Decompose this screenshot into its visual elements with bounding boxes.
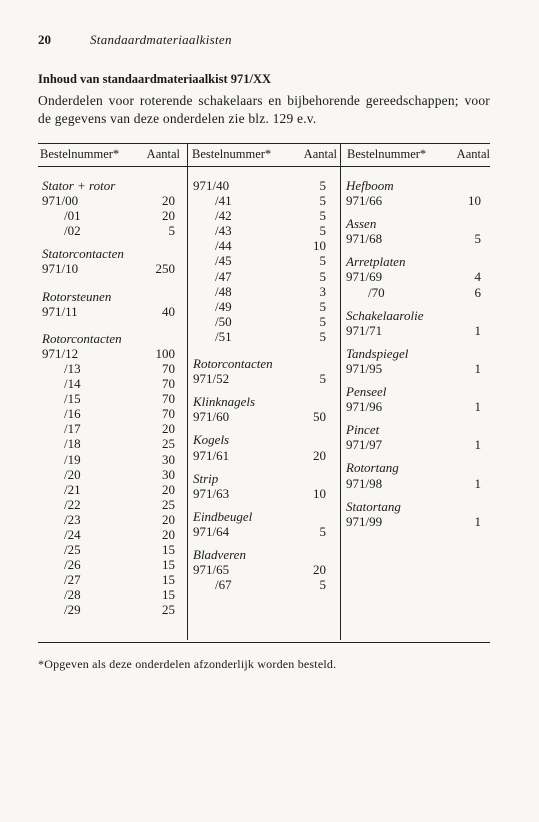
category-row	[193, 547, 326, 562]
section-title: Inhoud van standaardmateriaalkist 971/XX	[38, 72, 272, 86]
aantal-cell: 5	[319, 577, 326, 593]
category-label: Pincet	[346, 422, 380, 438]
table-row	[42, 557, 175, 572]
bestelnummer-cell: 971/52	[193, 371, 230, 387]
category-label: Rotortang	[346, 460, 399, 476]
table-row	[42, 208, 175, 223]
bestelnummer-cell: 971/40	[193, 178, 230, 193]
aantal-cell: 25	[162, 602, 175, 618]
table-row	[42, 376, 175, 391]
table-header-rule	[38, 166, 490, 167]
category-row	[193, 471, 326, 486]
table-row	[42, 261, 175, 276]
row-spacer	[346, 300, 481, 308]
bestelnummer-cell: 971/11	[42, 303, 78, 319]
table-row	[193, 524, 326, 539]
bestelnummer-cell: /14	[64, 376, 81, 392]
bestelnummer-cell: /19	[64, 451, 81, 467]
aantal-cell: 5	[319, 178, 326, 193]
table-row	[193, 238, 326, 253]
table-row	[346, 514, 481, 529]
category-label: Klinknagels	[193, 394, 256, 410]
column-divider-2	[340, 143, 341, 640]
bestelnummer-cell: 971/66	[346, 193, 383, 209]
row-spacer	[42, 277, 175, 289]
aantal-cell: 25	[162, 496, 175, 512]
aantal-cell: 5	[474, 231, 481, 247]
bestelnummer-cell: /67	[215, 577, 232, 593]
column-header-3	[347, 147, 490, 163]
row-spacer	[346, 338, 481, 346]
aantal-cell: 10	[313, 485, 326, 501]
bestelnummer-cell: 971/97	[346, 437, 383, 453]
footnote: *Opgeven als deze onderdelen afzonderlijk worden besteld.	[38, 657, 337, 671]
bestelnummer-cell: /24	[64, 526, 81, 542]
aantal-cell: 20	[162, 511, 175, 527]
category-row	[193, 432, 326, 447]
bestelnummer-cell: 971/98	[346, 475, 383, 491]
aantal-cell: 100	[155, 345, 175, 361]
bestelnummer-cell: /18	[64, 436, 81, 452]
table-row	[42, 391, 175, 406]
table-row	[193, 577, 326, 592]
table-row	[42, 223, 175, 238]
aantal-cell: 15	[162, 587, 175, 603]
category-row	[42, 289, 175, 304]
category-label: Rotorsteunen	[42, 288, 112, 304]
category-row	[346, 178, 481, 193]
column-header-1	[40, 147, 180, 163]
category-label: Stator + rotor	[42, 178, 116, 193]
table-row	[42, 406, 175, 421]
bestelnummer-cell: /29	[64, 602, 81, 618]
aantal-cell: 5	[319, 371, 326, 387]
column-header-aantal: Aantal	[456, 147, 490, 161]
aantal-cell: 25	[162, 436, 175, 452]
table-row	[346, 476, 481, 491]
aantal-cell: 10	[468, 193, 481, 209]
bestelnummer-cell: /01	[64, 208, 81, 224]
aantal-cell: 20	[162, 193, 175, 209]
table-row	[346, 193, 481, 208]
row-spacer	[346, 246, 481, 254]
table-top-rule	[38, 143, 490, 144]
aantal-cell: 20	[313, 447, 326, 463]
bestelnummer-cell: /51	[215, 328, 232, 344]
bestelnummer-cell: 971/64	[193, 523, 230, 539]
table-row	[346, 323, 481, 338]
aantal-cell: 5	[319, 208, 326, 224]
table-row	[193, 269, 326, 284]
category-label: Strip	[193, 470, 219, 486]
row-spacer	[193, 424, 326, 432]
aantal-cell: 70	[162, 406, 175, 422]
category-label: Assen	[346, 216, 377, 232]
aantal-cell: 5	[319, 313, 326, 329]
bestelnummer-cell: /28	[64, 587, 81, 603]
table-row	[193, 486, 326, 501]
table-row	[42, 512, 175, 527]
table-row	[193, 223, 326, 238]
aantal-cell: 70	[162, 391, 175, 407]
running-title: Standaardmateriaalkisten	[90, 32, 232, 47]
aantal-cell: 1	[474, 360, 481, 376]
aantal-cell: 250	[155, 261, 175, 277]
aantal-cell: 1	[474, 513, 481, 529]
row-spacer	[42, 319, 175, 331]
table-row	[42, 572, 175, 587]
intro-paragraph: Onderdelen voor roterende schakelaars en bijbehorende gereedschappen; voor de gegevens van deze onderdelen zie blz. 129 e.v.	[38, 93, 490, 126]
row-spacer	[346, 376, 481, 384]
column-header-bestelnummer: Bestelnummer*	[40, 147, 120, 161]
category-row	[346, 499, 481, 514]
bestelnummer-cell: /43	[215, 223, 232, 239]
table-row	[42, 482, 175, 497]
bestelnummer-cell: 971/00	[42, 193, 79, 209]
category-label: Hefboom	[346, 178, 394, 193]
aantal-cell: 5	[319, 523, 326, 539]
bestelnummer-cell: /21	[64, 481, 81, 497]
category-row	[42, 331, 175, 346]
aantal-cell: 4	[474, 269, 481, 285]
category-label: Penseel	[346, 384, 387, 400]
aantal-cell: 5	[168, 223, 175, 239]
table-row	[193, 562, 326, 577]
row-spacer	[42, 238, 175, 246]
category-row	[42, 178, 175, 193]
bestelnummer-cell: /13	[64, 360, 81, 376]
aantal-cell: 70	[162, 376, 175, 392]
bestelnummer-cell: 971/69	[346, 269, 383, 285]
table-row	[346, 231, 481, 246]
bestelnummer-cell: 971/68	[346, 231, 383, 247]
bestelnummer-cell: 971/63	[193, 485, 230, 501]
bestelnummer-cell: /48	[215, 283, 232, 299]
category-row	[346, 422, 481, 437]
table-row	[193, 371, 326, 386]
column-header-2	[192, 147, 337, 163]
bestelnummer-cell: 971/65	[193, 562, 230, 578]
aantal-cell: 30	[162, 466, 175, 482]
category-label: Tandspiegel	[346, 345, 409, 361]
bestelnummer-cell: /25	[64, 542, 81, 558]
page-number: 20	[38, 32, 51, 47]
aantal-cell: 30	[162, 451, 175, 467]
category-row	[346, 346, 481, 361]
category-row	[346, 384, 481, 399]
category-label: Rotorcontacten	[193, 356, 273, 372]
table-row	[346, 437, 481, 452]
aantal-cell: 5	[319, 223, 326, 239]
table-row	[42, 421, 175, 436]
row-spacer	[193, 344, 326, 356]
category-row	[193, 394, 326, 409]
bestelnummer-cell: /27	[64, 572, 81, 588]
aantal-cell: 40	[162, 303, 175, 319]
bestelnummer-cell: 971/60	[193, 409, 230, 425]
bestelnummer-cell: /15	[64, 391, 81, 407]
aantal-cell: 5	[319, 298, 326, 314]
table-row	[346, 399, 481, 414]
aantal-cell: 10	[313, 238, 326, 254]
column-header-bestelnummer: Bestelnummer*	[192, 147, 272, 161]
bestelnummer-cell: /42	[215, 208, 232, 224]
bestelnummer-cell: 971/10	[42, 261, 79, 277]
page-header	[38, 32, 498, 50]
bestelnummer-cell: /17	[64, 421, 81, 437]
table-row	[346, 361, 481, 376]
table-row	[193, 299, 326, 314]
category-label: Statortang	[346, 498, 401, 514]
category-row	[346, 254, 481, 269]
category-row	[346, 216, 481, 231]
aantal-cell: 5	[319, 328, 326, 344]
table-row	[42, 346, 175, 361]
table-row	[42, 497, 175, 512]
table-row	[346, 269, 481, 284]
category-row	[346, 308, 481, 323]
bestelnummer-cell: /47	[215, 268, 232, 284]
aantal-cell: 1	[474, 437, 481, 453]
table-row	[42, 436, 175, 451]
column-header-aantal: Aantal	[303, 147, 337, 161]
bestelnummer-cell: /23	[64, 511, 81, 527]
aantal-cell: 5	[319, 268, 326, 284]
row-spacer	[193, 539, 326, 547]
table-row	[193, 284, 326, 299]
table-row	[346, 285, 481, 300]
table-column-3	[346, 178, 481, 529]
row-spacer	[346, 491, 481, 499]
aantal-cell: 3	[319, 283, 326, 299]
table-row	[42, 542, 175, 557]
table-row	[42, 193, 175, 208]
row-spacer	[193, 463, 326, 471]
category-row	[193, 356, 326, 371]
bestelnummer-cell: 971/12	[42, 345, 79, 361]
table-row	[42, 467, 175, 482]
aantal-cell: 5	[319, 253, 326, 269]
aantal-cell: 1	[474, 399, 481, 415]
category-row	[346, 460, 481, 475]
footnote-rule	[38, 642, 490, 643]
bestelnummer-cell: /50	[215, 313, 232, 329]
aantal-cell: 20	[313, 562, 326, 578]
bestelnummer-cell: 971/71	[346, 322, 383, 338]
category-label: Eindbeugel	[193, 508, 253, 524]
table-row	[193, 329, 326, 344]
table-row	[42, 452, 175, 467]
aantal-cell: 1	[474, 475, 481, 491]
table-row	[42, 304, 175, 319]
table-row	[193, 178, 326, 193]
category-label: Bladveren	[193, 546, 246, 562]
bestelnummer-cell: 971/99	[346, 513, 383, 529]
table-row	[193, 193, 326, 208]
aantal-cell: 6	[474, 284, 481, 300]
bestelnummer-cell: /02	[64, 223, 81, 239]
bestelnummer-cell: /45	[215, 253, 232, 269]
category-label: Arretplaten	[346, 254, 406, 270]
aantal-cell: 15	[162, 572, 175, 588]
aantal-cell: 15	[162, 557, 175, 573]
table-row	[193, 409, 326, 424]
aantal-cell: 20	[162, 421, 175, 437]
aantal-cell: 20	[162, 481, 175, 497]
bestelnummer-cell: /22	[64, 496, 81, 512]
category-label: Statorcontacten	[42, 246, 124, 262]
table-row	[193, 208, 326, 223]
table-row	[42, 361, 175, 376]
bestelnummer-cell: /70	[368, 284, 385, 300]
bestelnummer-cell: 971/96	[346, 399, 383, 415]
row-spacer	[193, 501, 326, 509]
aantal-cell: 70	[162, 360, 175, 376]
table-column-2	[193, 178, 326, 592]
row-spacer	[346, 452, 481, 460]
aantal-cell: 20	[162, 208, 175, 224]
bestelnummer-cell: /41	[215, 193, 232, 209]
bestelnummer-cell: 971/95	[346, 360, 383, 376]
table-row	[42, 602, 175, 617]
aantal-cell: 5	[319, 193, 326, 209]
category-label: Schakelaarolie	[346, 307, 424, 323]
table-column-1	[42, 178, 175, 618]
column-header-bestelnummer: Bestelnummer*	[347, 147, 427, 161]
row-spacer	[346, 208, 481, 216]
aantal-cell: 1	[474, 322, 481, 338]
bestelnummer-cell: /26	[64, 557, 81, 573]
bestelnummer-cell: /20	[64, 466, 81, 482]
table-row	[42, 587, 175, 602]
table-row	[42, 527, 175, 542]
bestelnummer-cell: /16	[64, 406, 81, 422]
table-row	[193, 448, 326, 463]
aantal-cell: 20	[162, 526, 175, 542]
bestelnummer-cell: 971/61	[193, 447, 230, 463]
aantal-cell: 15	[162, 542, 175, 558]
category-row	[42, 246, 175, 261]
column-divider-1	[187, 143, 188, 640]
category-label: Rotorcontacten	[42, 330, 122, 346]
column-header-aantal: Aantal	[146, 147, 180, 161]
category-row	[193, 509, 326, 524]
bestelnummer-cell: /49	[215, 298, 232, 314]
row-spacer	[346, 414, 481, 422]
category-label: Kogels	[193, 432, 230, 448]
table-row	[193, 314, 326, 329]
table-row	[193, 253, 326, 268]
row-spacer	[193, 386, 326, 394]
aantal-cell: 50	[313, 409, 326, 425]
bestelnummer-cell: /44	[215, 238, 232, 254]
